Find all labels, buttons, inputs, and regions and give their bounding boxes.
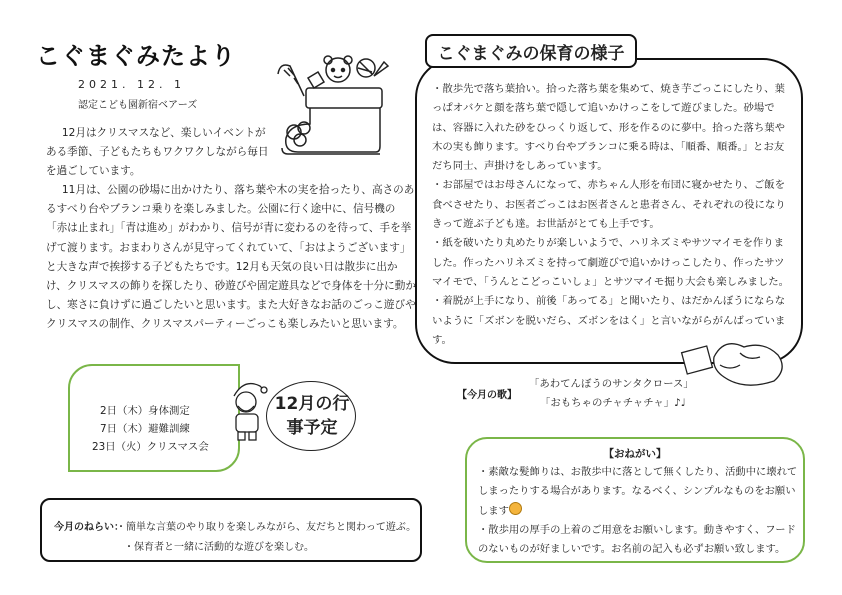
christmas-stocking-illustration (270, 48, 400, 168)
schedule-item: 7日（木）避難訓練 (100, 423, 190, 435)
intro-paragraph (46, 124, 276, 182)
song-label: 【今月の歌】 (457, 390, 517, 401)
childcare-item: ・紙を破いたり丸めたりが楽しいようで、ハリネズミやサツマイモを作りました。作ったハリネズミを持って劇遊びで追いかけっこしたり、作ったサツマイモで、「うんとこどっこいしょ」とサツマイモ掘り大会も楽しみました。 (432, 237, 790, 288)
schedule-list (92, 402, 209, 456)
requests-title: 【おねがい】 (603, 448, 667, 460)
monthly-aims-label: 今月のねらい： (54, 522, 124, 533)
main-paragraph (46, 181, 416, 335)
newsletter-title: こぐまぐみたより (36, 42, 236, 70)
song-title-2: 「おもちゃのチャチャチャ」♪♩ (540, 397, 686, 409)
monthly-aim: ・簡単な言葉のやり取りを楽しみながら、友だちと関わって遊ぶ。 (116, 522, 417, 533)
childcare-list (432, 80, 794, 350)
smile-emoji-icon (509, 502, 522, 515)
intro-text: 12月はクリスマスなど、楽しいイベントがある季節、子どもたちもワクワクしながら毎日を過ごしています。 (46, 127, 269, 178)
childcare-item: ・散歩先で落ち葉拾い。拾った落ち葉を集めて、焼き芋ごっこにしたり、葉っぱオバケと顔を落ち葉で隠して追いかけっこをして遊びました。砂場では、容器に入れた砂をひっくり返して、形を作るのに夢中。拾った落ち葉や木の実も飾ります。すべり台やブランコに乗る時は、「順番、順番。」とお友だち同士、声掛けをしあっています。 (432, 83, 786, 173)
santa-sack-illustration (680, 335, 790, 395)
childcare-title: こぐまぐみの保育の様子 (425, 34, 637, 68)
schedule-badge-text: 12月の行事予定 (274, 394, 350, 438)
childcare-item: ・お部屋ではお母さんになって、赤ちゃん人形を布団に寝かせたり、ご飯を食べさせたり、お医者ごっこはお医者さんと患者さん、それぞれの役になりきって遊ぶ子ども達。お世話がとても上手です。 (432, 179, 786, 231)
request-item: ・散歩用の厚手の上着のご用意をお願いします。動きやすく、フードのないものが好ましいです。お名前の記入も必ずお願い致します。 (478, 523, 796, 556)
school-name: 認定こども園新宿ベアーズ (78, 100, 198, 111)
schedule-item: 2日（木）身体測定 (100, 405, 190, 417)
request-item (478, 463, 798, 521)
monthly-aim: ・保育者と一緒に活動的な遊びを楽しむ。 (124, 542, 314, 553)
song-title-1: 「あわてんぼうのサンタクロース」 (529, 378, 694, 390)
request-text: ・素敵な髪飾りは、お散歩中に落として無くしたり、活動中に壊れてしまったりする場合があります。なるべく、シンプルなものをお願いします (478, 466, 798, 517)
issue-date: 2021. 12. 1 (78, 78, 185, 91)
schedule-item: 23日（火）クリスマス会 (92, 441, 209, 453)
main-text: 11月は、公園の砂場に出かけたり、落ち葉や木の実を拾ったり、高さのあるすべり台やブランコ乗りを楽しみました。公園に行く途中に、信号機の「赤は止まれ」「青は進め」がわかり、信号が青に変わるのを待って、手を挙げて渡ります。おまわりさんが見守ってくれていて、「おはようございます」と大きな声で挨拶する子どもたちです。12月も天気の良い日は散歩に出かけ、クリスマスの飾りを探したり、砂遊びや固定遊具などで身体を十分に動かし、寒さに負けずに過ごしたいと思います。また大好きなお話のごっこ遊びやクリスマスの制作、クリスマスパーティーごっこも楽しみたいと思います。 (46, 184, 416, 331)
santa-illustration (228, 378, 268, 444)
childcare-item: ・着脱が上手になり、前後「あってる」と聞いたり、はだかんぼうにならないように「ズボンを脱いだら、ズボンをはく」と言いながらがんばっています。 (432, 295, 786, 346)
requests-list (478, 463, 798, 559)
